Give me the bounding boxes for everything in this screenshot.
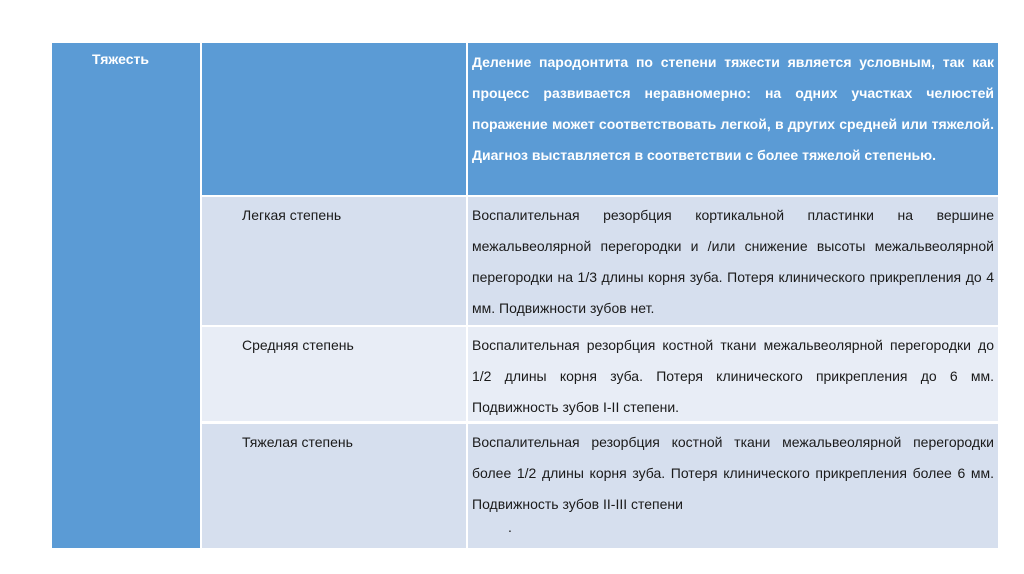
row-moderate-label: Средняя степень bbox=[242, 337, 354, 353]
row-moderate-label-cell bbox=[202, 327, 466, 421]
row-moderate-description: Воспалительная резорбция костной ткани межальвеолярной перегородки до 1/2 длины корня зуба. Потеря клинического прикрепления до 6 мм. Подвижность зубов I-II степени. bbox=[472, 337, 994, 415]
severity-table bbox=[52, 43, 998, 548]
row-mild-label-cell bbox=[202, 197, 466, 325]
header-middle-cell bbox=[202, 43, 466, 195]
header-description-cell bbox=[468, 43, 998, 195]
row-severe-trailing-dot: . bbox=[508, 519, 512, 535]
row-mild-description-cell bbox=[468, 197, 998, 325]
row-mild-description: Воспалительная резорбция кортикальной пластинки на вершине межальвеолярной перегородки и /или снижение высоты межальвеолярной перегородки на 1/3 длины корня зуба. Потеря клинического прикрепления до 4 мм. Подвижности зубов нет. bbox=[472, 207, 994, 316]
row-mild-label: Легкая степень bbox=[242, 207, 342, 223]
row-severe-label-cell bbox=[202, 424, 466, 548]
row-moderate-description-cell bbox=[468, 327, 998, 421]
header-description: Деление пародонтита по степени тяжести является условным, так как процесс развивается неравномерно: на одних участках челюстей поражение может соответствовать легкой, в других средней или тяжелой. Диагноз выставляется в соответствии с более тяжелой степенью. bbox=[472, 54, 994, 163]
row-severe-description-cell bbox=[468, 424, 998, 548]
row-severe-label: Тяжелая степень bbox=[242, 434, 353, 450]
severity-column-cell bbox=[52, 43, 200, 548]
severity-column-title: Тяжесть bbox=[92, 51, 149, 67]
row-severe-description: Воспалительная резорбция костной ткани межальвеолярной перегородки более 1/2 длины корня зуба. Потеря клинического прикрепления более 6 мм. Подвижность зубов II-III степени bbox=[472, 434, 994, 512]
